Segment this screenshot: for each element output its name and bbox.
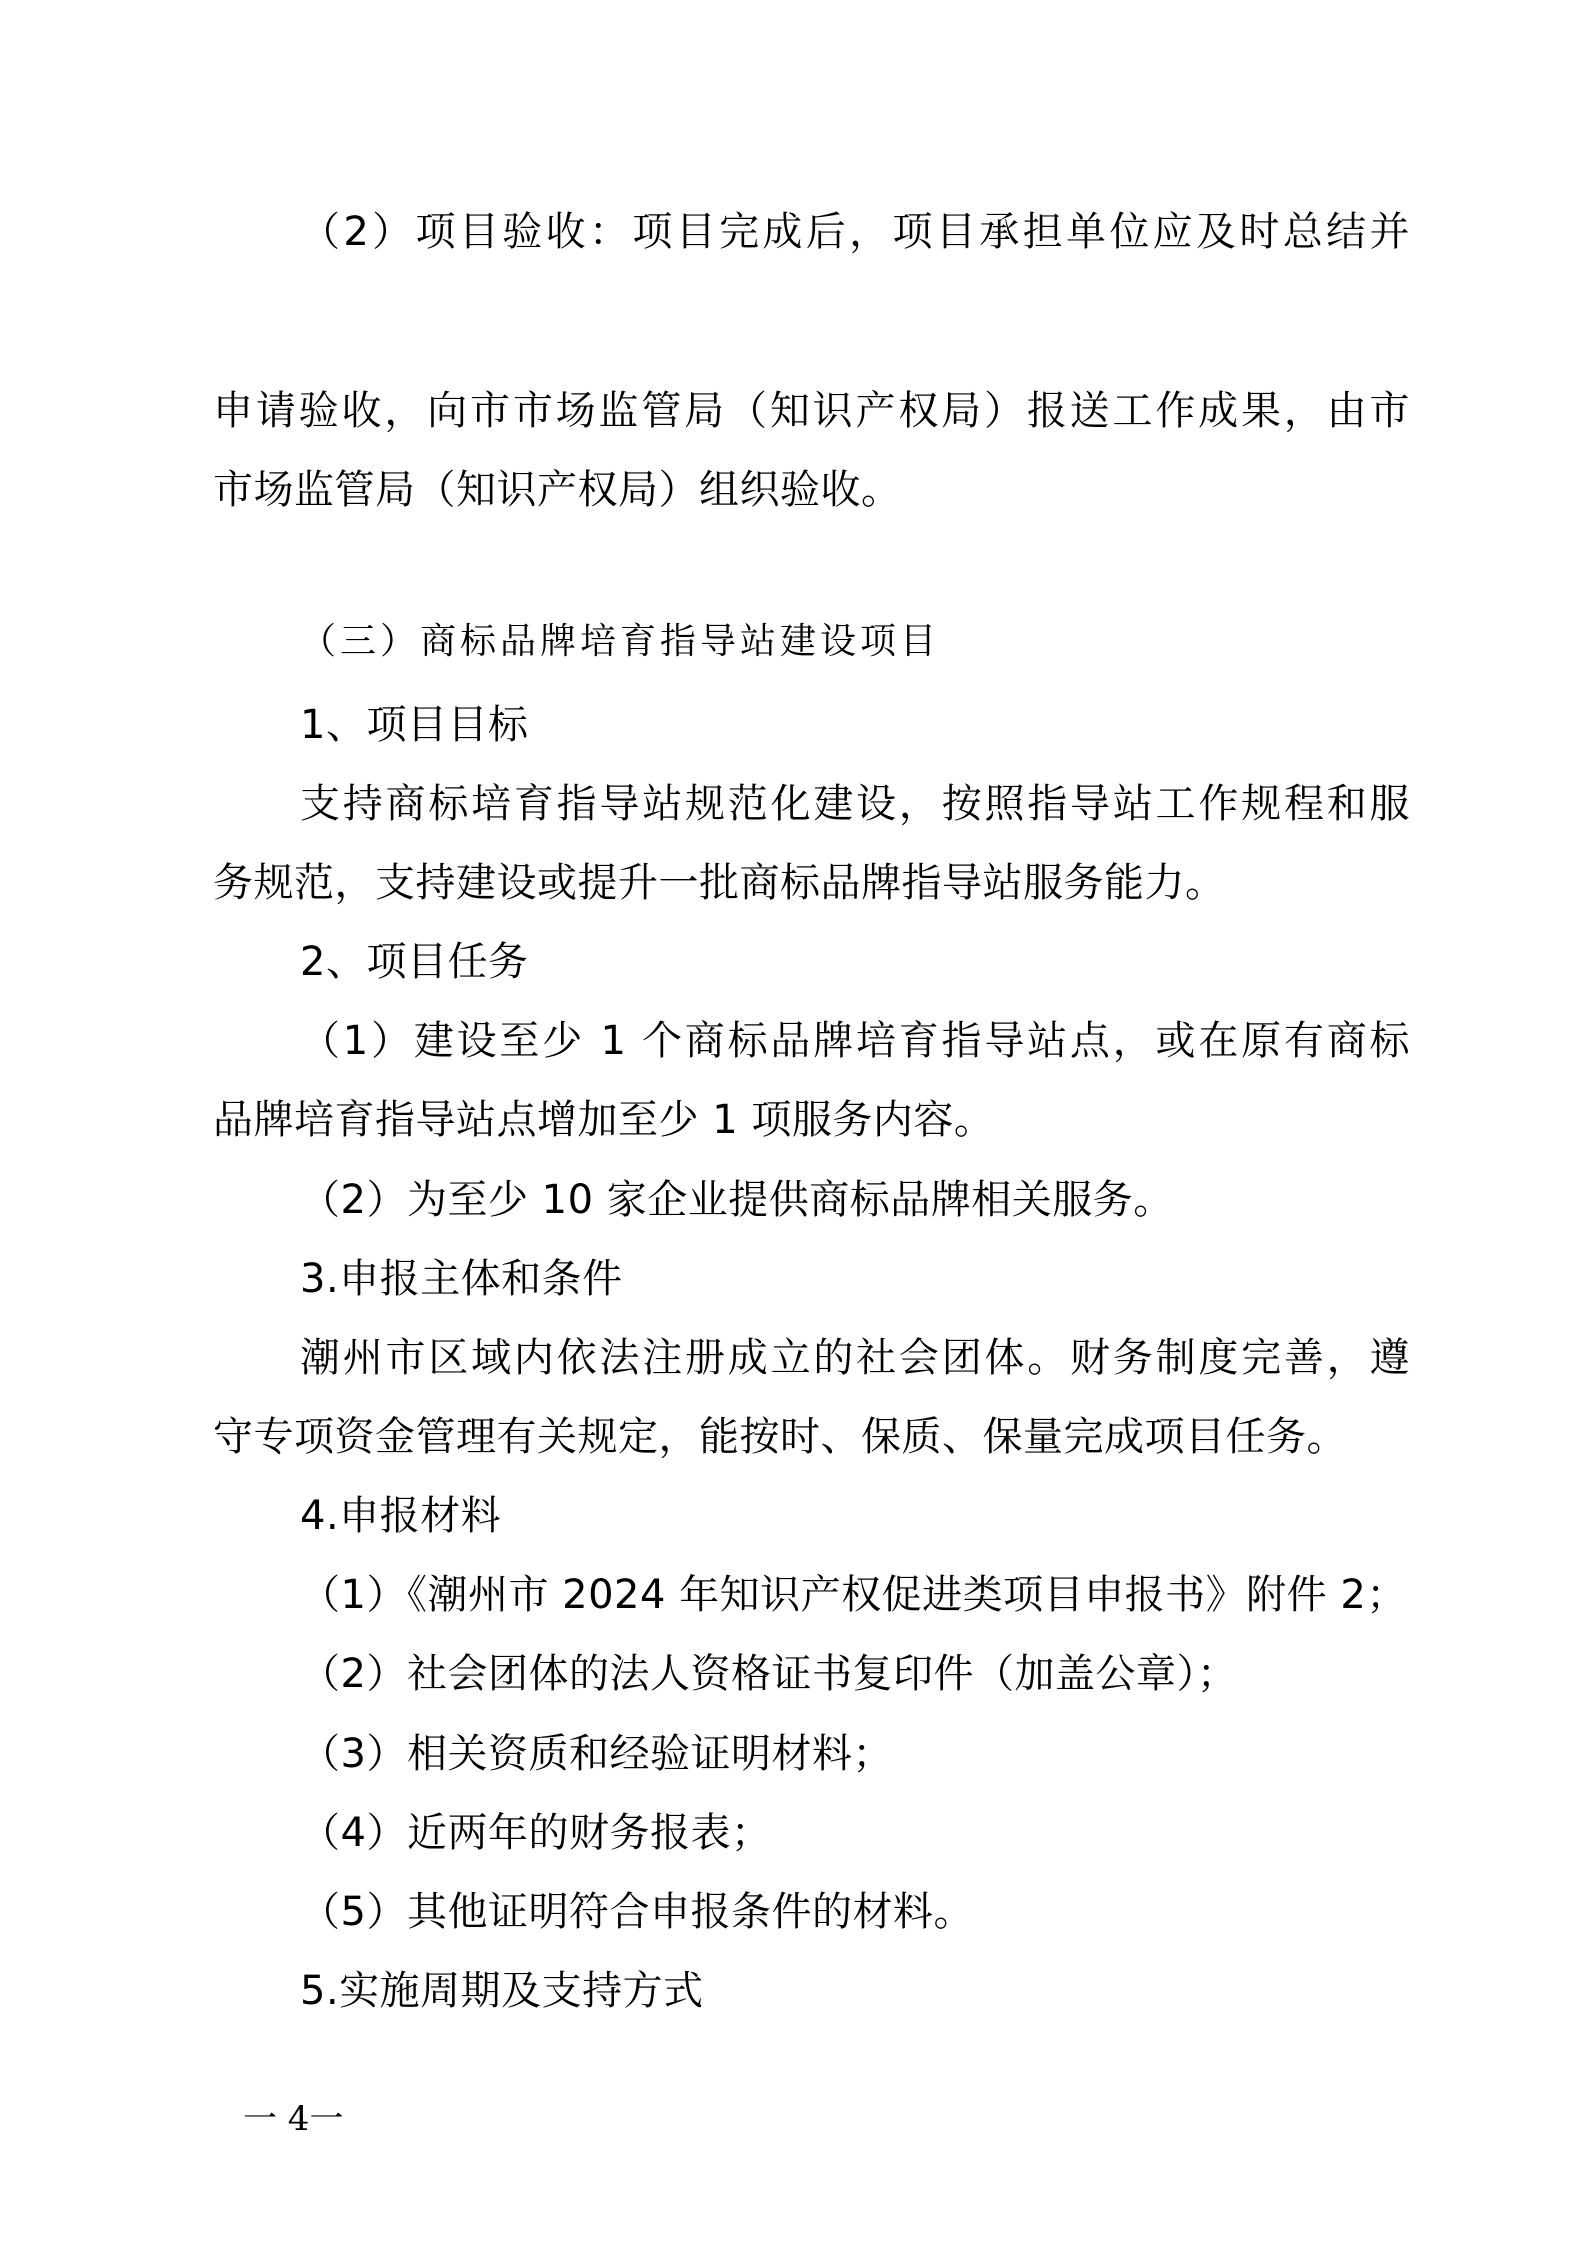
- subheading: 5.实施周期及支持方式: [300, 1968, 704, 2014]
- subheading: 2、项目任务: [300, 939, 529, 985]
- subheading: 3.申报主体和条件: [300, 1256, 623, 1302]
- text-line: 申请验收，向市市场监管局（知识产权局）报送工作成果，由市: [213, 388, 1410, 434]
- list-item: （5）其他证明符合申报条件的材料。: [300, 1889, 974, 1935]
- text-line: （2）项目验收：项目完成后，项目承担单位应及时总结并: [300, 209, 1410, 255]
- list-item: （4）近两年的财务报表；: [300, 1810, 772, 1856]
- subheading: 1、项目目标: [300, 702, 529, 748]
- text-line: 潮州市区域内依法注册成立的社会团体。财务制度完善，遵: [300, 1335, 1410, 1381]
- text-line: （1）建设至少 1 个商标品牌培育指导站点，或在原有商标: [300, 1018, 1410, 1064]
- page-number: 一 4一: [243, 2099, 344, 2139]
- text-line: 支持商标培育指导站规范化建设，按照指导站工作规程和服: [300, 781, 1410, 827]
- text-line: 品牌培育指导站点增加至少 1 项服务内容。: [213, 1097, 995, 1143]
- text-line: 市场监管局（知识产权局）组织验收。: [213, 467, 902, 513]
- list-item: （2）社会团体的法人资格证书复印件（加盖公章）；: [300, 1651, 1238, 1697]
- list-item: （3）相关资质和经验证明材料；: [300, 1731, 893, 1777]
- text-line: 守专项资金管理有关规定，能按时、保质、保量完成项目任务。: [213, 1414, 1347, 1460]
- section-heading: （三）商标品牌培育指导站建设项目: [300, 621, 941, 662]
- list-item: （1）《潮州市 2024 年知识产权促进类项目申报书》附件 2；: [300, 1572, 1407, 1618]
- subheading: 4.申报材料: [300, 1493, 502, 1539]
- text-line: 务规范，支持建设或提升一批商标品牌指导站服务能力。: [213, 860, 1226, 906]
- text-line: （2）为至少 10 家企业提供商标品牌相关服务。: [300, 1177, 1174, 1223]
